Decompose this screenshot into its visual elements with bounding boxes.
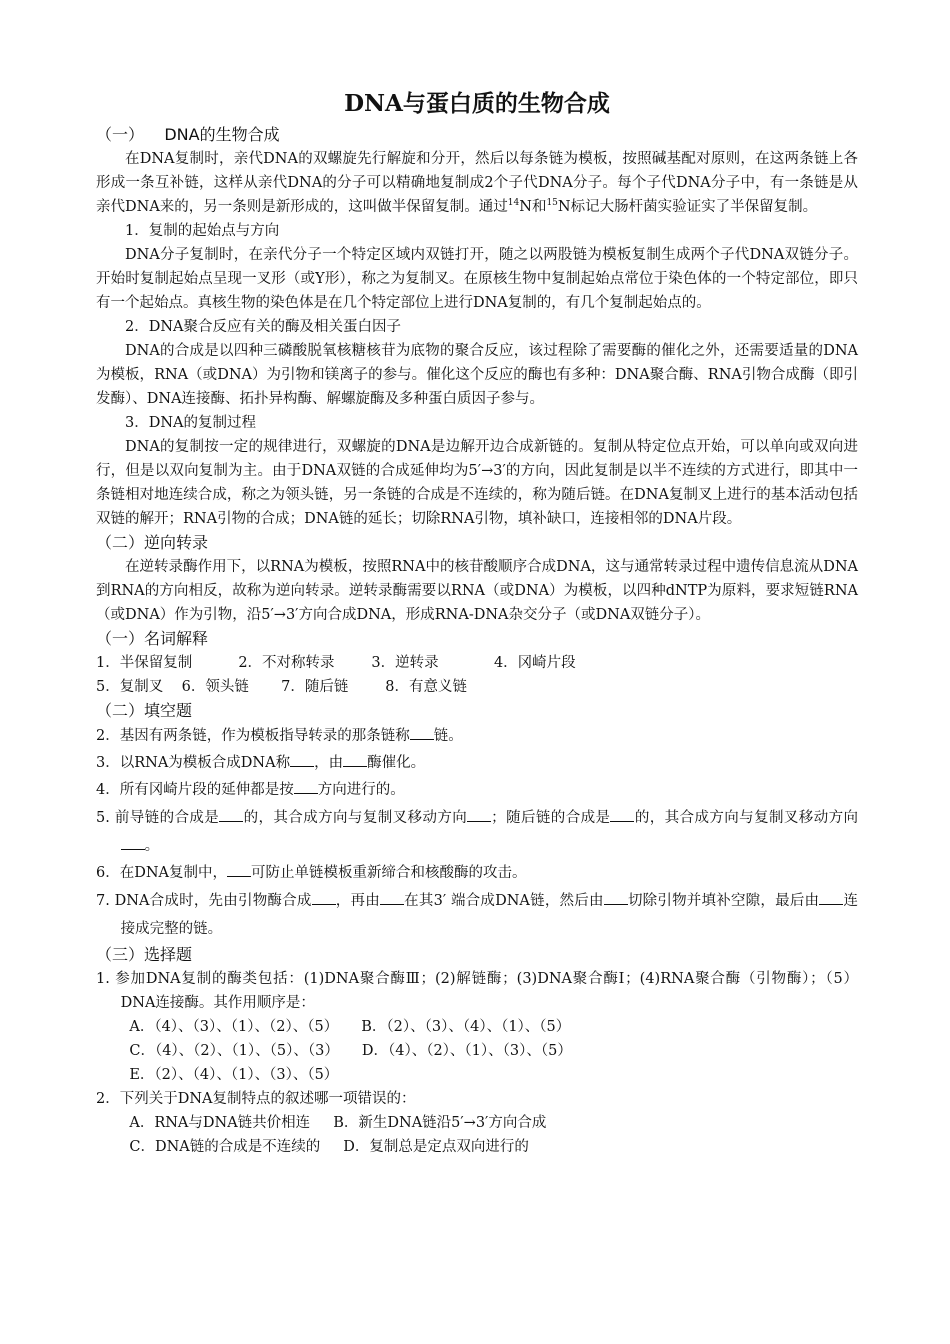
superscript-15: 15 bbox=[546, 198, 558, 209]
q7-text-a: 7. DNA合成时，先由引物酶合成 bbox=[96, 893, 312, 909]
q5-text-d: 的，其合成方向与复制叉移动方向 bbox=[634, 810, 858, 826]
exercise-heading-terms: （一）名词解释 bbox=[96, 629, 209, 648]
subsection-title-1: 1．复制的起始点与方向 bbox=[125, 223, 280, 239]
fill-question-2 bbox=[96, 723, 858, 750]
choice-q2-options-cd: C．DNA链的合成是不连续的 D．复制总是定点双向进行的 bbox=[129, 1139, 529, 1155]
subsection-title-2: 2．DNA聚合反应有关的酶及相关蛋白因子 bbox=[125, 319, 402, 335]
document-title: DNA与蛋白质的生物合成 bbox=[344, 90, 610, 117]
paragraph-enzymes: DNA的合成是以四种三磷酸脱氧核糖核苷为底物的聚合反应，该过程除了需要酶的催化之外，还需要适量的DNA为模板，RNA（或DNA）为引物和镁离子的参与。催化这个反应的酶也有多种：DNA聚合酶、RNA引物合成酶（即引发酶）、DNA连接酶、拓扑异构酶、解螺旋酶及多种蛋白质因子参与。 bbox=[96, 343, 858, 407]
paragraph-origin: DNA分子复制时，在亲代分子一个特定区域内双链打开，随之以两股链为模板复制生成两个子代DNA双链分子。开始时复制起始点呈现一叉形（或Y形），称之为复制叉。在原核生物中复制起始点常位于染色体的一个特定部位，即只有一个起始点。真核生物的染色体是在几个特定部位上进行DNA复制的，有几个复制起始点的。 bbox=[96, 247, 858, 311]
choice-q2-options-ab: A．RNA与DNA链共价相连 B．新生DNA链沿5′→3′方向合成 bbox=[129, 1115, 547, 1131]
blank bbox=[467, 807, 491, 822]
q5-text-a: 5. 前导链的合成是 bbox=[96, 810, 220, 826]
blank bbox=[219, 807, 243, 822]
terms-line-1: 1．半保留复制 2．不对称转录 3．逆转录 4．冈崎片段 bbox=[96, 655, 576, 671]
paragraph-intro bbox=[96, 147, 858, 219]
blank bbox=[604, 890, 628, 905]
q3-text: 3．以RNA为模板合成DNA称 bbox=[96, 755, 291, 771]
q3-text-end: 酶催化。 bbox=[367, 755, 426, 771]
terms-line-2: 5．复制叉 6．领头链 7．随后链 8．有意义链 bbox=[96, 679, 467, 695]
q7-text-c: 在其3′ 端合成DNA链，然后由 bbox=[403, 893, 604, 909]
q7-text-b: ，再由 bbox=[335, 893, 380, 909]
q5-text-b: 的，其合成方向与复制叉移动方向 bbox=[243, 810, 468, 826]
q6-text: 6．在DNA复制中， bbox=[96, 865, 228, 881]
fill-question-3 bbox=[96, 750, 858, 777]
fill-question-7 bbox=[96, 887, 858, 943]
blank bbox=[290, 752, 314, 767]
q5-text-c: ；随后链的合成是 bbox=[491, 810, 611, 826]
choice-question-2: 2．下列关于DNA复制特点的叙述哪一项错误的： bbox=[96, 1091, 416, 1107]
q2-text-end: 链。 bbox=[433, 728, 463, 744]
blank bbox=[380, 890, 404, 905]
blank bbox=[121, 835, 145, 850]
exercise-heading-fill-blank: （二）填空题 bbox=[96, 701, 193, 720]
paragraph-process: DNA的复制按一定的规律进行，双螺旋的DNA是边解开边合成新链的。复制从特定位点开始，可以单向或双向进行，但是以双向复制为主。由于DNA双链的合成延伸均为5′→3′的方向，因此复制是以半不连续的方式进行，即其中一条链相对地连续合成，称之为领头链，另一条链的合成是不连续的，称为随后链。在DNA复制叉上进行的基本活动包括双链的解开；RNA引物的合成；DNA链的延长；切除RNA引物，填补缺口，连接相邻的DNA片段。 bbox=[96, 439, 858, 527]
intro-and: N和 bbox=[519, 199, 547, 215]
q2-text: 2．基因有两条链，作为模板指导转录的那条链称 bbox=[96, 728, 410, 744]
choice-q1-option-e: E．（2）、（4）、（1）、（3）、（5） bbox=[129, 1067, 339, 1083]
exercise-heading-choice: （三）选择题 bbox=[96, 945, 193, 964]
q7-text-d: 切除引物并填补空隙，最后由 bbox=[627, 893, 820, 909]
blank bbox=[610, 807, 634, 822]
q4-text-end: 方向进行的。 bbox=[317, 782, 405, 798]
blank bbox=[819, 890, 843, 905]
intro-end: N标记大肠杆菌实验证实了半保留复制。 bbox=[557, 199, 818, 215]
blank bbox=[410, 725, 434, 740]
fill-question-4 bbox=[96, 777, 858, 804]
blank bbox=[227, 862, 251, 877]
section-heading-reverse-transcription: （二）逆向转录 bbox=[96, 533, 209, 552]
intro-text: 在DNA复制时，亲代DNA的双螺旋先行解旋和分开，然后以每条链为模板，按照碱基配对原则，在这两条链上各形成一条互补链，这样从亲代DNA的分子可以精确地复制成2个子代DNA分子。每个子代DNA分子中，有一条链是从亲代DNA来的，另一条则是新形成的，这叫做半保留复制。通过 bbox=[96, 151, 858, 215]
paragraph-reverse-transcription: 在逆转录酶作用下，以RNA为模板，按照RNA中的核苷酸顺序合成DNA，这与通常转录过程中遗传信息流从DNA到RNA的方向相反，故称为逆向转录。逆转录酶需要以RNA（或DNA）为模板，以四种dNTP为原料，要求短链RNA（或DNA）作为引物，沿5′→3′方向合成DNA，形成RNA-DNA杂交分子（或DNA双链分子）。 bbox=[96, 559, 858, 623]
blank bbox=[294, 779, 318, 794]
q6-text-end: 可防止单链模板重新缔合和核酸酶的攻击。 bbox=[251, 865, 527, 881]
section-heading-dna-synthesis: （一） DNA的生物合成 bbox=[96, 125, 280, 144]
fill-question-5 bbox=[96, 804, 858, 860]
q4-text: 4．所有冈崎片段的延伸都是按 bbox=[96, 782, 294, 798]
q3-text-mid: ，由 bbox=[314, 755, 344, 771]
q7-text-e: 连接成完整的链。 bbox=[120, 893, 858, 937]
superscript-14: 14 bbox=[507, 198, 520, 209]
blank bbox=[343, 752, 367, 767]
choice-question-1: 1. 参加DNA复制的酶类包括：(1)DNA聚合酶Ⅲ；(2)解链酶；(3)DNA聚合酶Ⅰ；(4)RNA聚合酶（引物酶）；（5）DNA连接酶。其作用顺序是： bbox=[96, 971, 858, 1011]
document-page bbox=[96, 86, 858, 1159]
choice-q1-options-ab: A．（4）、（3）、（1）、（2）、（5） B．（2）、（3）、（4）、（1）、（5） bbox=[129, 1019, 571, 1035]
q5-text-e: 。 bbox=[144, 838, 160, 854]
fill-question-6 bbox=[96, 860, 858, 887]
subsection-title-3: 3．DNA的复制过程 bbox=[125, 415, 257, 431]
choice-q1-options-cd: C．（4）、（2）、（1）、（5）、（3） D．（4）、（2）、（1）、（3）、（5） bbox=[129, 1043, 572, 1059]
blank bbox=[312, 890, 336, 905]
